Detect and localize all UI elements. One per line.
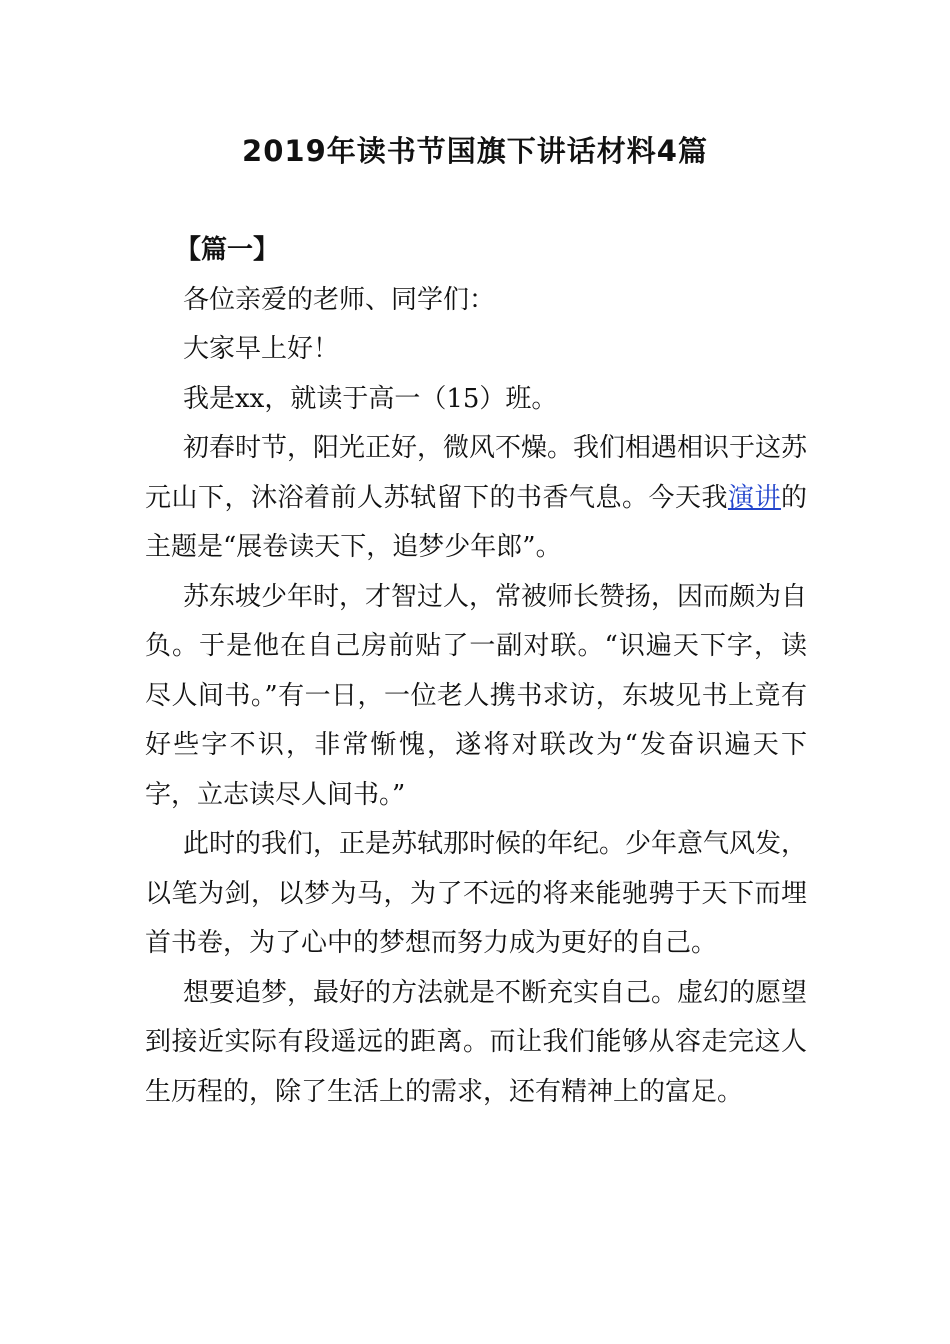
- document-body: [145, 226, 807, 1117]
- greeting-paragraph: 各位亲爱的老师、同学们：: [183, 284, 496, 315]
- section-heading: 【篇一】: [175, 235, 280, 265]
- paragraph-2: 苏东坡少年时，才智过人，常被师长赞扬，因而颇为自负。于是他在自己房前贴了一副对联。“识遍天下字，读尽人间书。”有一日，一位老人携书求访，东坡见书上竟有好些字不识，非常惭愧，遂将对联改为“发奋识遍天下字，立志读尽人间书。”: [145, 581, 808, 810]
- speech-link[interactable]: 演讲: [727, 482, 781, 513]
- paragraph-1-text-b: 的主题是“展卷读天下，追梦少年郎”。: [145, 482, 807, 562]
- paragraph-3: 此时的我们，正是苏轼那时候的年纪。少年意气风发，以笔为剑，以梦为马，为了不远的将来能驰骋于天下而埋首书卷，为了心中的梦想而努力成为更好的自己。: [145, 829, 808, 958]
- paragraph-1-text-a: 初春时节，阳光正好，微风不燥。我们相遇相识于这苏元山下，沐浴着前人苏轼留下的书香气息。今天我: [145, 433, 808, 513]
- paragraph-1: [145, 424, 807, 573]
- hello-paragraph: 大家早上好！: [183, 334, 340, 364]
- document-title: 2019年读书节国旗下讲话材料4篇: [242, 134, 708, 168]
- intro-paragraph: 我是xx，就读于高一（15）班。: [183, 383, 558, 414]
- paragraph-4: 想要追梦，最好的方法就是不断充实自己。虚幻的愿望到接近实际有段遥远的距离。而让我们能够从容走完这人生历程的，除了生活上的需求，还有精神上的富足。: [145, 977, 808, 1107]
